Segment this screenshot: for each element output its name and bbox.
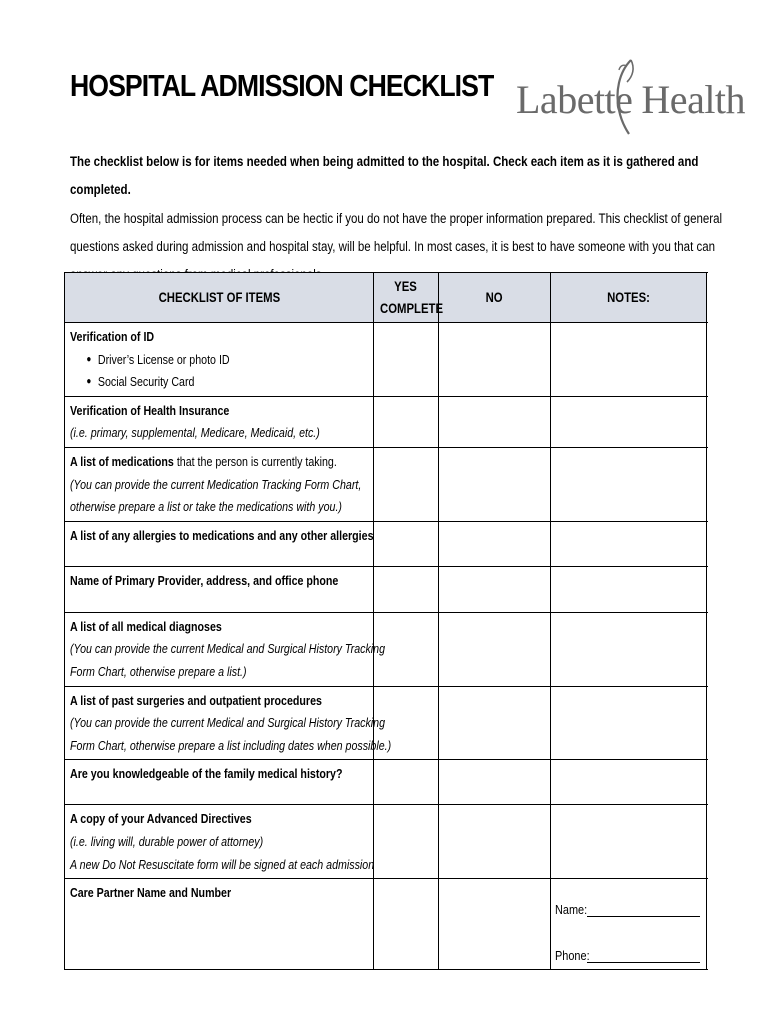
bullet-icon: ● [86, 353, 92, 365]
logo-swoosh-icon [611, 58, 641, 136]
item-subtext: (You can provide the current Medication Tracking Form Chart, [70, 476, 362, 492]
no-checkbox-cell[interactable] [439, 879, 551, 970]
labette-health-logo [516, 58, 746, 136]
intro-paragraph [70, 148, 724, 289]
item-subtext: (i.e. primary, supplemental, Medicare, Medicaid, etc.) [70, 425, 320, 441]
yes-checkbox-cell[interactable] [374, 879, 439, 970]
notes-cell[interactable] [551, 521, 707, 566]
yes-checkbox-cell[interactable] [374, 396, 439, 447]
item-subtext: (You can provide the current Medical and Surgical History Tracking [70, 715, 386, 731]
yes-checkbox-cell[interactable] [374, 447, 439, 521]
item-subtext: Form Chart, otherwise prepare a list.) [70, 663, 247, 679]
item-cell [65, 612, 386, 686]
logo-word-left: Labette [516, 77, 633, 122]
item-cell [65, 521, 374, 566]
item-title: A list of past surgeries and outpatient procedures [70, 692, 322, 708]
table-row [65, 447, 707, 521]
item-title: Verification of Health Insurance [70, 402, 230, 418]
table-row [65, 760, 707, 805]
yes-checkbox-cell[interactable] [374, 521, 439, 566]
table-header-row [65, 273, 707, 323]
item-cell [65, 760, 374, 805]
no-checkbox-cell[interactable] [439, 760, 551, 805]
no-checkbox-cell[interactable] [439, 447, 551, 521]
no-checkbox-cell[interactable] [439, 521, 551, 566]
item-cell [65, 879, 374, 970]
item-title: A list of medications [70, 453, 174, 469]
col-header-no: NO [439, 273, 551, 323]
page-title: HOSPITAL ADMISSION CHECKLIST [70, 68, 494, 103]
yes-checkbox-cell[interactable] [374, 760, 439, 805]
checklist-table [64, 272, 707, 970]
name-label: Name: [555, 902, 588, 918]
yes-checkbox-cell[interactable] [374, 805, 439, 879]
no-checkbox-cell[interactable] [439, 805, 551, 879]
col-header-notes: NOTES: [551, 273, 707, 323]
item-cell [65, 566, 374, 612]
notes-cell[interactable] [551, 566, 707, 612]
item-subtext: (i.e. living will, durable power of attorney) [70, 833, 264, 849]
table-row [65, 323, 707, 397]
notes-cell[interactable] [551, 805, 707, 879]
table-row [65, 566, 707, 612]
phone-label: Phone: [555, 948, 590, 964]
care-partner-phone-field[interactable] [555, 939, 700, 963]
item-title: Verification of ID [70, 329, 155, 344]
item-subtext: A new Do Not Resuscitate form will be signed at each admission [70, 856, 375, 872]
item-title: A copy of your Advanced Directives [70, 811, 252, 827]
item-cell [65, 323, 374, 397]
yes-checkbox-cell[interactable] [374, 323, 439, 397]
bullet-icon: ● [86, 376, 92, 388]
no-checkbox-cell[interactable] [439, 566, 551, 612]
item-title: A list of all medical diagnoses [70, 618, 222, 634]
item-subtext: Form Chart, otherwise prepare a list including dates when possible.) [70, 737, 392, 753]
table-row [65, 805, 707, 879]
table-row [65, 612, 707, 686]
item-title: Are you knowledgeable of the family medical history? [70, 766, 343, 782]
item-subtext: (You can provide the current Medical and Surgical History Tracking [70, 641, 386, 657]
table-row [65, 521, 707, 566]
notes-cell [551, 879, 707, 970]
list-item: ● Social Security Card [88, 371, 230, 394]
col-header-yes: YES COMPLETE [374, 273, 439, 323]
table-row [65, 396, 707, 447]
list-item: ● Driver’s License or photo ID [88, 349, 230, 372]
item-title: A list of any allergies to medications and any other allergies [70, 527, 374, 543]
intro-line: Often, the hospital admission process can be hectic if you do not have the proper information prepared. This checklist of general [70, 210, 723, 226]
care-partner-name-field[interactable] [555, 893, 700, 917]
table-row [65, 686, 707, 760]
item-cell [65, 447, 374, 521]
item-subtext: otherwise prepare a list or take the medications with you.) [70, 499, 342, 515]
no-checkbox-cell[interactable] [439, 396, 551, 447]
no-checkbox-cell[interactable] [439, 686, 551, 760]
notes-cell[interactable] [551, 612, 707, 686]
notes-cell[interactable] [551, 686, 707, 760]
intro-line: questions asked during admission and hospital stay, will be helpful. In most cases, it is best to have someone with you that can [70, 238, 716, 254]
item-title: Name of Primary Provider, address, and office phone [70, 572, 339, 588]
phone-input-line[interactable] [587, 948, 700, 963]
table-row [65, 879, 707, 970]
notes-cell[interactable] [551, 760, 707, 805]
item-title: Care Partner Name and Number [70, 885, 232, 901]
logo-word-right: Health [641, 77, 746, 122]
item-cell [65, 686, 392, 760]
name-input-line[interactable] [587, 902, 700, 917]
col-header-items: CHECKLIST OF ITEMS [65, 273, 374, 323]
item-cell [65, 805, 374, 879]
no-checkbox-cell[interactable] [439, 612, 551, 686]
notes-cell[interactable] [551, 323, 707, 397]
item-title-rest: that the person is currently taking. [173, 453, 337, 469]
no-checkbox-cell[interactable] [439, 323, 551, 397]
item-cell [65, 396, 374, 447]
notes-cell[interactable] [551, 396, 707, 447]
notes-cell[interactable] [551, 447, 707, 521]
intro-lead: The checklist below is for items needed when being admitted to the hospital. Check each item as it is gathered and completed. [70, 154, 699, 198]
yes-checkbox-cell[interactable] [374, 566, 439, 612]
